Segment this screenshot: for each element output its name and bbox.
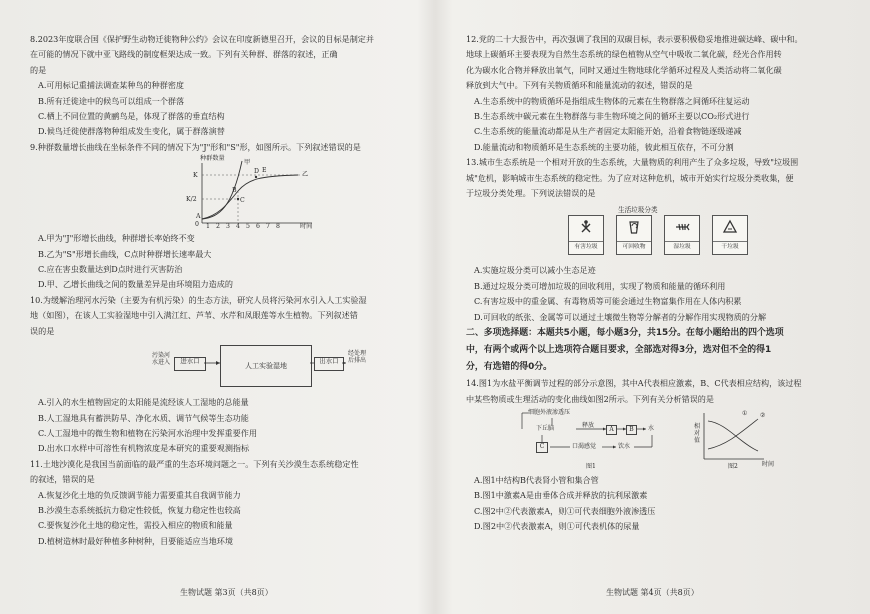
question-stem: 地（如图），在该人工实验湿地中引入满江红、芦苇、水芹和凤眼莲等水生植物。下列叙述错 (30, 310, 358, 321)
question-11 (30, 457, 430, 549)
question-stem: 地球上碳循环主要表现为自然生态系统的绿色植物从空气中吸收二氧化碳，经光合作用转 (466, 49, 782, 60)
origin-label: 0 (195, 221, 199, 229)
flow-arrows (150, 345, 370, 389)
question-stem: 于垃圾分类处理。下列说法错误的是 (466, 188, 596, 199)
question-stem: 在可能的情况下就中亚飞路线的制度框架达成一致。下列有关种群、群落的叙述，正确 (30, 49, 338, 60)
x-tick: 6 (256, 223, 260, 231)
figure-2-caption: 图2 (728, 462, 738, 470)
x-tick: 7 (266, 223, 270, 231)
option-d: D.能量流动和物质循环是生态系统的主要功能，彼此相互依存，不可分割 (474, 141, 734, 152)
question-stem: 释放到大气中。下列有关物质循环和能量流动的叙述，错误的是 (466, 80, 693, 91)
option-c: C.图2中②代表激素A，则①可代表细胞外液渗透压 (474, 505, 656, 516)
option-b: B.沙漠生态系统抵抗力稳定性较低，恢复力稳定性也较高 (38, 504, 241, 515)
figure-1-caption: 图1 (586, 462, 596, 470)
question-12 (466, 32, 854, 155)
question-stem: 的是 (30, 64, 47, 75)
s-curve (202, 175, 298, 219)
water-balance-arrows (516, 409, 776, 471)
x-tick: 1 (206, 223, 210, 231)
section-heading: 分，有选错的得0分。 (466, 362, 553, 373)
option-b: B.所有迁徙途中的候鸟可以组成一个群落 (38, 95, 185, 106)
option-a: A.甲为"J"形增长曲线，种群增长率始终不变 (38, 233, 195, 244)
recycle-cup-icon (626, 219, 642, 235)
option-c: C.有害垃圾中的重金属、有毒物质等可能会通过生物富集作用在人体内积累 (474, 296, 742, 307)
y-axis-label: 种群数量 (200, 155, 225, 163)
option-c: C.生态系统的能量流动都是从生产者固定太阳能开始，沿着食物链逐级递减 (474, 126, 742, 137)
recycle-triangle-icon (722, 219, 738, 235)
thirst-label: 口渴感觉 (572, 442, 597, 450)
osmotic-pressure-label: 细胞外液渗透压 (528, 408, 571, 416)
question-stem: 误的是 (30, 325, 55, 336)
option-a: A.生态系统中的物质循环是指组成生物体的元素在生物群落之间循环往复运动 (474, 95, 750, 106)
question-stem: 14.图1为水盐平衡调节过程的部分示意图，其中A代表相应激素，B、C代表相应结构，该过程 (466, 378, 802, 389)
question-14 (466, 376, 854, 534)
option-b: B.图1中激素A是由垂体合成并释放的抗利尿激素 (474, 490, 648, 501)
option-b: B.人工湿地具有蓄洪防旱、净化水质、调节气候等生态功能 (38, 412, 249, 423)
option-d: D.甲、乙增长曲线之间的数量差异是由环境阻力造成的 (38, 279, 233, 290)
x-tick: 2 (216, 223, 220, 231)
inlet-label: 污染河水进入 (151, 352, 170, 367)
section-heading: 二、多项选择题：本题共5小题，每小题3分，共15分。在每小题给出的四个选项 (466, 328, 784, 339)
page-footer-left: 生物试题 第3页（共8页） (180, 588, 273, 597)
growth-curve-figure (180, 157, 320, 229)
page-footer-right: 生物试题 第4页（共8页） (606, 588, 699, 597)
option-a: A.图1中结构B代表肾小管和集合管 (474, 474, 599, 485)
option-c: C.人工湿地中的微生物和植物在污染河水治理中发挥重要作用 (38, 427, 257, 438)
question-stem: 化为碳水化合物并释放出氧气，同时又通过生物地球化学循环过程及人类活动将二氧化碳 (466, 64, 782, 75)
option-a: A.引入的水生植物固定的太阳能是流经该人工湿地的总能量 (38, 397, 249, 408)
bin-label: 有害垃圾 (569, 241, 603, 252)
point-d: D (254, 168, 259, 176)
option-d: D.图2中②代表激素A，则①可代表机体的尿量 (474, 521, 640, 532)
bin-recyclable (616, 215, 652, 255)
question-stem: 12.党的二十大报告中，再次强调了我国的双碳目标，表示要积极稳妥地推进碳达峰、碳中和。 (466, 34, 803, 44)
k2-label: K/2 (186, 196, 197, 204)
option-c: C.栖上不同位置的黄鹂鸟是，体现了群落的垂直结构 (38, 111, 225, 122)
point-b: B (232, 187, 237, 195)
option-a: A.恢复沙化土地的负反馈调节能力需要重其自我调节能力 (38, 489, 241, 500)
box-b: B (626, 425, 637, 435)
option-b: B.生态系统中碳元素在生物群落与非生物环境之间的循环主要以CO₂形式进行 (474, 111, 750, 122)
hypothalamus-label: 下丘脑 (536, 424, 555, 432)
x-tick: 3 (226, 223, 230, 231)
option-d: D.候鸟迁徙使群落物种组成发生变化，属于群落演替 (38, 126, 225, 137)
wetland-figure (150, 345, 370, 389)
question-8 (30, 32, 430, 140)
question-stem: 10.为缓解治理河水污染（主要为有机污染）的生态方法，研究人员将污染河水引入人工实验湿 (30, 294, 367, 305)
box-c: C (536, 442, 548, 453)
wetland-box: 人工实验湿地 (220, 345, 312, 387)
point-e: E (262, 167, 267, 175)
bin-hazardous (568, 215, 604, 255)
option-b: B.通过垃圾分类可增加垃圾的回收利用，实现了物质和能量的循环利用 (474, 280, 726, 291)
option-c: C.要恢复沙化土地的稳定性，需投入相应的物质和能量 (38, 520, 233, 531)
bin-dry (712, 215, 748, 255)
section-heading: 中，有两个或两个以上选项符合题目要求，全部选对得3分，选对但不全的得1 (466, 345, 772, 356)
question-10 (30, 293, 430, 457)
question-stem: 的叙述，错误的是 (30, 474, 95, 485)
x-tick: 8 (276, 223, 280, 231)
hazardous-icon (578, 219, 594, 235)
release-label: 释放 (582, 421, 595, 429)
question-stem: 8.2023年度联合国《保护野生动物迁徙物种公约》会议在印度新德里召开，会议的目标是制定并 (30, 34, 374, 44)
question-stem: 13.城市生态系统是一个相对开放的生态系统，大量物质的利用产生了众多垃圾，导致"垃圾围 (466, 157, 799, 168)
outlet-box: 出水口 (314, 357, 344, 371)
pump-box: 进水口 (174, 357, 206, 371)
option-a: A.实施垃圾分类可以减小生态足迹 (474, 265, 596, 276)
bin-label: 干垃圾 (713, 241, 747, 252)
question-13 (466, 155, 854, 325)
x-tick: 5 (246, 223, 250, 231)
drink-label: 饮水 (618, 442, 631, 450)
curve-label-yi: 乙 (302, 171, 309, 179)
option-d: D.可回收的纸张、金属等可以通过土壤微生物等分解者的分解作用实现物质的分解 (474, 311, 767, 322)
bin-label: 可回收物 (617, 241, 651, 252)
k-label: K (193, 172, 198, 180)
bin-label: 湿垃圾 (665, 241, 699, 252)
fish-bone-icon (674, 219, 690, 235)
bin-wet (664, 215, 700, 255)
left-page (30, 32, 430, 549)
outlet-label: 经处理后排出 (347, 350, 366, 365)
point-a: A (196, 213, 201, 221)
x-axis-label: 时间 (762, 460, 775, 468)
option-d: D.植树造林时最好种植多种树种，目要能适应当地环境 (38, 535, 233, 546)
question-stem: 城"危机，影响城市生态系统的稳定性。为了应对这种危机，城市开始实行垃圾分类收集，便 (466, 172, 794, 183)
option-d: D.出水口水样中可溶性有机物浓度是本研究的重要观测指标 (38, 443, 250, 454)
growth-curve-svg (180, 157, 320, 229)
y-axis-label: 相对值 (694, 422, 701, 444)
question-stem: 11.土地沙漠化是我国当前面临的最严重的生态环境问题之一。下列有关沙漠生态系统稳定性 (30, 458, 359, 469)
question-stem: 9.种群数量增长曲线在坐标条件不同的情况下为"J"形和"S"形，如图所示。下列叙述错误的是 (30, 141, 361, 152)
water-label: 水 (648, 424, 655, 432)
section-2-instructions (466, 325, 854, 376)
x-axis-label: 时间 (300, 223, 313, 231)
curve-2-label: ② (760, 411, 766, 419)
water-balance-figure (516, 409, 776, 471)
option-b: B.乙为"S"形增长曲线，C点时种群增长速率最大 (38, 248, 212, 259)
point-c: C (240, 197, 245, 205)
question-9 (30, 140, 430, 293)
x-tick: 4 (236, 223, 240, 231)
option-c: C.应在害虫数量达到D点时进行灭害防治 (38, 264, 183, 275)
curve-label-jia: 甲 (244, 159, 251, 167)
option-a: A.可用标记重捕法调查某种鸟的种群密度 (38, 80, 185, 91)
right-page (466, 32, 854, 535)
garbage-figure-title: 生活垃圾分类 (618, 206, 658, 215)
box-a: A (606, 425, 617, 435)
question-stem: 中某些物质或生理活动的变化曲线如图2所示。下列有关分析错误的是 (466, 393, 714, 404)
curve-1-label: ① (742, 409, 748, 417)
garbage-sort-figure (566, 203, 756, 259)
